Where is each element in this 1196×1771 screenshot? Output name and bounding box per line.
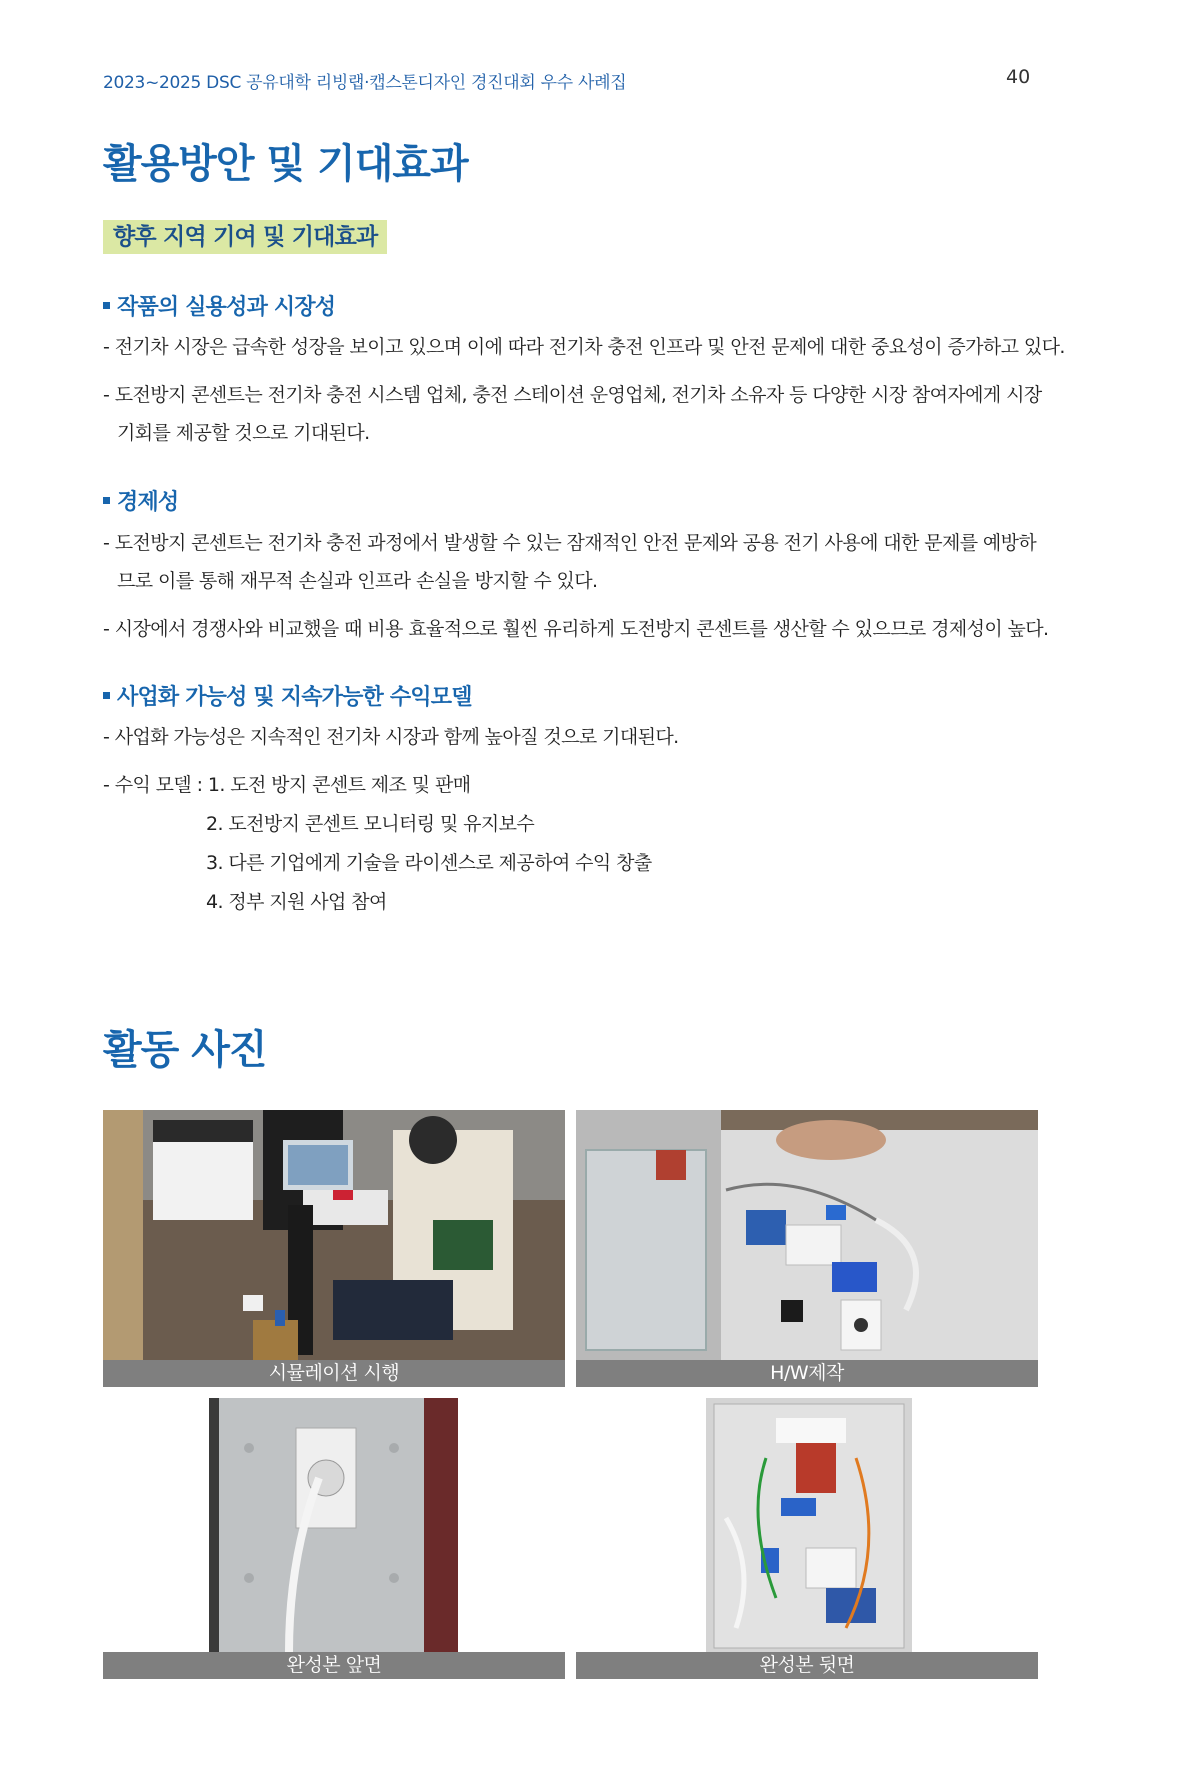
photo-caption: 시뮬레이션 시행 — [103, 1360, 565, 1387]
body-line: 2. 도전방지 콘센트 모니터링 및 유지보수 — [206, 813, 535, 835]
body-line: - 시장에서 경쟁사와 비교했을 때 비용 효율적으로 훨씬 유리하게 도전방지 콘센트를 생산할 수 있으므로 경제성이 높다. — [103, 618, 1049, 640]
photo-finished-front — [209, 1398, 458, 1652]
body-line: 기회를 제공할 것으로 기대된다. — [117, 422, 370, 444]
subsection-business — [103, 680, 472, 711]
bullet-square-icon — [103, 302, 110, 309]
photo-simulation — [103, 1110, 565, 1360]
body-line: 므로 이를 통해 재무적 손실과 인프라 손실을 방지할 수 있다. — [117, 570, 598, 592]
page-number: 40 — [1006, 66, 1031, 88]
photo-caption: 완성본 앞면 — [103, 1652, 565, 1679]
photo-caption: 완성본 뒷면 — [576, 1652, 1038, 1679]
body-line: 4. 정부 지원 사업 참여 — [206, 891, 387, 913]
subsection-title: 경제성 — [117, 490, 179, 515]
body-line: - 전기차 시장은 급속한 성장을 보이고 있으며 이에 따라 전기차 충전 인프라 및 안전 문제에 대한 중요성이 증가하고 있다. — [103, 336, 1065, 358]
subsection-economy — [103, 485, 178, 516]
photo-hardware-build — [576, 1110, 1038, 1360]
body-line: - 수익 모델 : 1. 도전 방지 콘센트 제조 및 판매 — [103, 774, 471, 796]
photo-caption: H/W제작 — [576, 1360, 1038, 1387]
body-line: - 도전방지 콘센트는 전기차 충전 시스템 업체, 충전 스테이션 운영업체, 전기차 소유자 등 다양한 시장 참여자에게 시장 — [103, 384, 1042, 406]
bullet-square-icon — [103, 497, 110, 504]
subsection-title: 사업화 가능성 및 지속가능한 수익모델 — [117, 685, 472, 710]
photo-finished-back — [706, 1398, 912, 1652]
body-line: 3. 다른 기업에게 기술을 라이센스로 제공하여 수익 창출 — [206, 852, 652, 874]
section-title-usage: 활용방안 및 기대효과 — [103, 141, 468, 187]
bullet-square-icon — [103, 692, 110, 699]
subsection-title: 작품의 실용성과 시장성 — [117, 295, 336, 320]
subsection-practicality — [103, 290, 335, 321]
section-tag: 향후 지역 기여 및 기대효과 — [103, 220, 387, 254]
section-title-photos: 활동 사진 — [103, 1027, 267, 1073]
body-line: - 도전방지 콘센트는 전기차 충전 과정에서 발생할 수 있는 잠재적인 안전 문제와 공용 전기 사용에 대한 문제를 예방하 — [103, 532, 1037, 554]
body-line: - 사업화 가능성은 지속적인 전기차 시장과 함께 높아질 것으로 기대된다. — [103, 726, 679, 748]
header-title: 2023~2025 DSC 공유대학 리빙랩·캡스톤디자인 경진대회 우수 사례집 — [103, 73, 627, 93]
